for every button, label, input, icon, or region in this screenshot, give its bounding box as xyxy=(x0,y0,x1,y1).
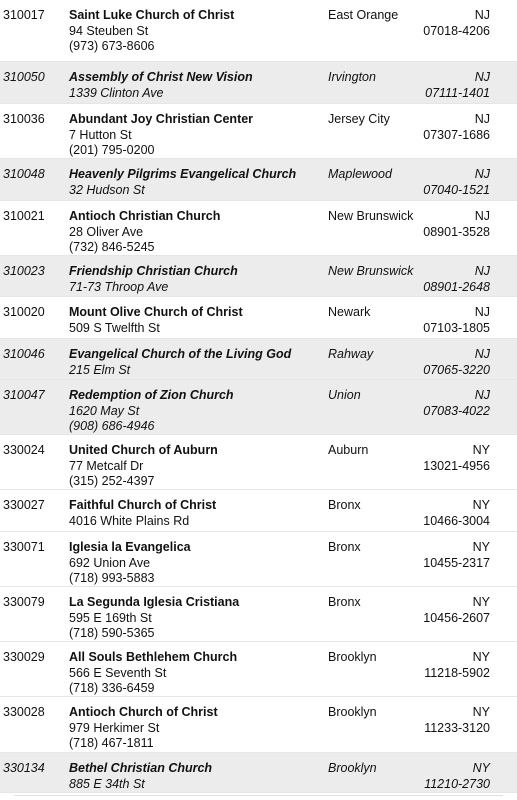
listing-phone: (718) 336-6459 xyxy=(69,681,155,695)
listing-code: 330071 xyxy=(3,540,45,554)
listing-zip: 10466-3004 xyxy=(423,513,490,528)
listing-city: Irvington xyxy=(328,70,376,84)
listing-state-zip xyxy=(423,8,490,39)
listing-state-zip xyxy=(424,650,490,681)
listing-address-block xyxy=(69,443,218,490)
listing-row xyxy=(0,435,517,490)
listing-street: 566 E Seventh St xyxy=(69,665,167,680)
listing-row xyxy=(0,0,517,62)
listing-street: 77 Metcalf Dr xyxy=(69,458,144,473)
listing-code: 310023 xyxy=(3,264,45,278)
listing-code: 330024 xyxy=(3,443,45,457)
listing-state: NJ xyxy=(474,305,490,319)
listing-state: NJ xyxy=(474,70,490,84)
listing-name: All Souls Bethlehem Church xyxy=(69,650,238,664)
listing-code: 330134 xyxy=(3,761,45,775)
listing-row xyxy=(0,532,517,587)
listing-state: NY xyxy=(472,443,490,457)
listing-code: 310017 xyxy=(3,8,45,22)
listing-phone: (908) 686-4946 xyxy=(69,419,155,433)
listing-city: Bronx xyxy=(328,540,361,554)
listing-row xyxy=(0,256,517,297)
listing-row xyxy=(0,380,517,435)
listing-state: NY xyxy=(472,595,490,609)
listing-state: NY xyxy=(472,498,490,512)
listing-street: 509 S Twelfth St xyxy=(69,320,160,335)
listing-city: New Brunswick xyxy=(328,209,414,223)
listing-state: NJ xyxy=(474,112,490,126)
listing-address-block xyxy=(69,70,253,101)
listing-street: 1339 Clinton Ave xyxy=(69,85,164,100)
listing-street: 7 Hutton St xyxy=(69,127,132,142)
listing-city: Auburn xyxy=(328,443,369,457)
listing-address-block xyxy=(69,305,243,336)
listing-row xyxy=(0,753,517,793)
listing-phone: (718) 467-1811 xyxy=(69,736,154,750)
listing-city: Brooklyn xyxy=(328,761,377,775)
listing-code: 330079 xyxy=(3,595,45,609)
listing-code: 310047 xyxy=(3,388,45,402)
listing-code: 330029 xyxy=(3,650,45,664)
listing-state: NY xyxy=(472,705,490,719)
listing-state: NY xyxy=(472,540,490,554)
listing-zip: 07065-3220 xyxy=(423,362,490,377)
listing-state: NJ xyxy=(474,8,490,22)
listing-address-block xyxy=(69,209,220,256)
listing-name: Heavenly Pilgrims Evangelical Church xyxy=(69,167,297,181)
listing-state-zip xyxy=(423,540,490,571)
listing-state-zip xyxy=(423,595,490,626)
listing-address-block xyxy=(69,705,218,752)
listing-state-zip xyxy=(423,167,490,198)
listing-row xyxy=(0,159,517,201)
listing-row xyxy=(0,587,517,642)
listing-name: Friendship Christian Church xyxy=(69,264,238,278)
listing-city: Bronx xyxy=(328,498,361,512)
listing-state-zip xyxy=(423,264,490,295)
listing-address-block xyxy=(69,167,296,198)
listing-state-zip xyxy=(424,705,490,736)
listing-code: 330027 xyxy=(3,498,45,512)
listing-zip: 08901-3528 xyxy=(423,224,490,239)
listing-code: 310046 xyxy=(3,347,45,361)
listing-state-zip xyxy=(423,209,490,240)
listing-name: Iglesia la Evangelica xyxy=(69,540,191,554)
listing-name: La Segunda Iglesia Cristiana xyxy=(69,595,240,609)
listing-city: Brooklyn xyxy=(328,650,377,664)
listing-row xyxy=(0,490,517,532)
bottom-divider xyxy=(0,793,517,800)
listing-phone: (718) 993-5883 xyxy=(69,571,155,585)
listing-street: 71-73 Throop Ave xyxy=(69,279,169,294)
listing-phone: (315) 252-4397 xyxy=(69,474,155,488)
listing-address-block xyxy=(69,540,191,587)
listing-phone: (201) 795-0200 xyxy=(69,143,155,157)
listing-code: 310036 xyxy=(3,112,45,126)
listing-row xyxy=(0,62,517,104)
listing-street: 979 Herkimer St xyxy=(69,720,160,735)
listing-state-zip xyxy=(424,761,490,792)
listing-state: NY xyxy=(472,650,490,664)
listing-address-block xyxy=(69,650,237,697)
listing-city: Bronx xyxy=(328,595,361,609)
listing-city: Maplewood xyxy=(328,167,392,181)
listing-street: 4016 White Plains Rd xyxy=(69,513,190,528)
listing-city: Rahway xyxy=(328,347,374,361)
listing-address-block xyxy=(69,264,238,295)
listing-name: Redemption of Zion Church xyxy=(69,388,234,402)
listing-zip: 11210-2730 xyxy=(424,776,490,791)
listing-code: 330028 xyxy=(3,705,45,719)
listing-street: 692 Union Ave xyxy=(69,555,151,570)
listing-phone: (732) 846-5245 xyxy=(69,240,155,254)
listing-row xyxy=(0,642,517,697)
listing-address-block xyxy=(69,8,234,55)
listing-name: Faithful Church of Christ xyxy=(69,498,217,512)
listing-zip: 07083-4022 xyxy=(423,403,490,418)
listing-zip: 07111-1401 xyxy=(425,85,490,100)
listing-address-block xyxy=(69,388,234,435)
listing-state-zip xyxy=(423,305,490,336)
listing-state-zip xyxy=(425,70,490,101)
listing-name: Antioch Christian Church xyxy=(69,209,221,223)
listing-city: Union xyxy=(328,388,361,402)
listing-city: Brooklyn xyxy=(328,705,377,719)
listing-name: Saint Luke Church of Christ xyxy=(69,8,235,22)
listing-phone: (718) 590-5365 xyxy=(69,626,155,640)
listing-zip: 07040-1521 xyxy=(423,182,490,197)
listing-zip: 10455-2317 xyxy=(423,555,490,570)
listing-name: Abundant Joy Christian Center xyxy=(69,112,254,126)
listing-address-block xyxy=(69,761,212,792)
listing-state-zip xyxy=(423,112,490,143)
listing-code: 310020 xyxy=(3,305,45,319)
listing-state-zip xyxy=(423,388,490,419)
listing-phone: (973) 673-8606 xyxy=(69,39,155,53)
listing-city: Newark xyxy=(328,305,371,319)
listing-row xyxy=(0,104,517,159)
listing-state-zip xyxy=(423,347,490,378)
listing-zip: 11233-3120 xyxy=(424,720,490,735)
listing-zip: 13021-4956 xyxy=(423,458,490,473)
listing-row xyxy=(0,201,517,256)
listing-zip: 07307-1686 xyxy=(423,127,490,142)
listing-row xyxy=(0,697,517,753)
listing-code: 310021 xyxy=(3,209,45,223)
listing-street: 885 E 34th St xyxy=(69,776,145,791)
listing-street: 28 Oliver Ave xyxy=(69,224,144,239)
listing-street: 595 E 169th St xyxy=(69,610,152,625)
listing-street: 94 Steuben St xyxy=(69,23,149,38)
listing-address-block xyxy=(69,112,253,159)
listing-city: Jersey City xyxy=(328,112,390,126)
listing-address-block xyxy=(69,347,291,378)
listing-city: East Orange xyxy=(328,8,399,22)
listing-state: NJ xyxy=(474,264,490,278)
listing-name: Bethel Christian Church xyxy=(69,761,213,775)
listing-code: 310050 xyxy=(3,70,45,84)
listing-row xyxy=(0,297,517,339)
listing-city: New Brunswick xyxy=(328,264,414,278)
listing-street: 215 Elm St xyxy=(69,362,131,377)
listing-street: 1620 May St xyxy=(69,403,140,418)
listing-zip: 08901-2648 xyxy=(423,279,490,294)
listing-zip: 07103-1805 xyxy=(423,320,490,335)
listing-name: Evangelical Church of the Living God xyxy=(69,347,292,361)
listing-state: NJ xyxy=(474,167,490,181)
listing-state: NJ xyxy=(474,388,490,402)
listing-state: NJ xyxy=(474,347,490,361)
listing-address-block xyxy=(69,498,216,529)
listing-state: NY xyxy=(472,761,490,775)
listing-state: NJ xyxy=(474,209,490,223)
listing-name: Mount Olive Church of Christ xyxy=(69,305,243,319)
listing-name: Antioch Church of Christ xyxy=(69,705,218,719)
listing-address-block xyxy=(69,595,239,642)
listing-code: 310048 xyxy=(3,167,45,181)
listing-name: Assembly of Christ New Vision xyxy=(69,70,253,84)
listing-zip: 11218-5902 xyxy=(424,665,490,680)
listing-state-zip xyxy=(423,498,490,529)
listing-zip: 07018-4206 xyxy=(423,23,490,38)
listing-row xyxy=(0,339,517,380)
listing-street: 32 Hudson St xyxy=(69,182,145,197)
listing-zip: 10456-2607 xyxy=(423,610,490,625)
listing-name: United Church of Auburn xyxy=(69,443,218,457)
listing-state-zip xyxy=(423,443,490,474)
